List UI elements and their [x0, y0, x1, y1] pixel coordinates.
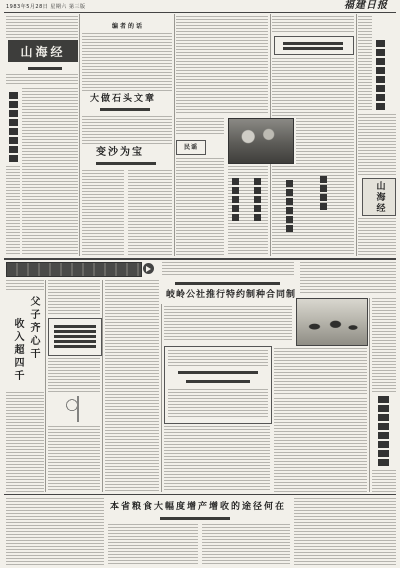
body-text-block — [82, 33, 172, 91]
column-banner — [6, 262, 142, 277]
body-text-block — [105, 280, 159, 492]
headline-block — [9, 92, 18, 162]
body-text-block — [296, 118, 354, 164]
section-divider — [4, 494, 396, 495]
body-text-block — [202, 524, 290, 566]
body-text-block — [358, 16, 372, 112]
section-divider — [4, 258, 396, 260]
body-text-block — [176, 16, 268, 114]
headline-stone-article: 大做石头文章 — [90, 94, 157, 104]
headline-block — [283, 42, 343, 50]
column-logo-left: 山海经 — [8, 40, 78, 62]
column-rule — [356, 14, 357, 256]
column-rule — [102, 280, 103, 492]
body-text-block — [162, 262, 294, 276]
body-text-block — [176, 158, 224, 256]
body-text-block — [6, 166, 20, 256]
headline-block — [232, 178, 239, 222]
headline-block — [160, 517, 230, 520]
body-text-block — [22, 88, 78, 256]
headline-block — [178, 371, 258, 375]
column-logo-right-frame — [362, 178, 396, 216]
body-text-block — [48, 280, 100, 316]
play-arrow-icon — [146, 266, 151, 272]
headline-sand-to-treasure: 变沙为宝 — [96, 147, 144, 158]
headline-block — [100, 108, 150, 111]
body-text-block — [48, 358, 100, 392]
body-text-block — [272, 166, 354, 256]
body-text-block — [6, 74, 78, 86]
body-text-block — [82, 170, 124, 256]
banner-marker — [143, 263, 154, 274]
body-text-block — [108, 524, 198, 566]
headline-seed-contract: 岐岭公社推行特约制种合同制 — [166, 290, 297, 300]
headline-block — [378, 396, 389, 466]
body-text-block — [48, 426, 100, 492]
body-text-block — [272, 16, 354, 34]
headline-kicker — [175, 282, 280, 285]
date-line: 1983年5月28日 星期六 第三版 — [6, 4, 86, 10]
body-text-block — [6, 16, 78, 38]
body-text-block — [300, 262, 396, 294]
body-text-block — [372, 470, 396, 492]
body-text-block — [358, 114, 396, 176]
headline-block — [54, 325, 96, 348]
headline-father-son-2: 收入超四千 — [12, 318, 23, 383]
headline-block — [254, 178, 261, 222]
body-text-block — [372, 298, 396, 392]
headline-block — [376, 40, 385, 110]
column-logo-right: 山海经 — [374, 180, 385, 214]
body-text-block — [128, 170, 172, 256]
body-text-block — [358, 218, 396, 256]
news-photo — [228, 118, 294, 164]
body-text-block — [272, 58, 354, 116]
body-text-block — [164, 306, 292, 342]
headline-block — [28, 67, 62, 70]
body-text-block — [6, 498, 104, 566]
headline-block — [320, 176, 327, 210]
body-text-block — [176, 118, 224, 136]
headline-grain-increase: 本省粮食大幅度增产增收的途径何在 — [110, 502, 287, 512]
column-rule — [174, 14, 175, 256]
ballad-box — [176, 140, 206, 155]
illustration — [58, 396, 98, 422]
column-rule — [369, 298, 370, 492]
header-rule — [4, 12, 396, 13]
body-text-block — [168, 389, 268, 419]
boxed-headline — [274, 36, 354, 55]
body-text-block — [168, 350, 268, 366]
body-text-block — [274, 348, 367, 396]
column-rule — [161, 304, 162, 492]
column-rule — [79, 14, 80, 256]
body-text-block — [82, 116, 172, 144]
body-text-block — [6, 392, 44, 492]
masthead: 福建日报 — [344, 0, 388, 11]
body-text-block — [6, 280, 44, 292]
headline-father-son-1: 父子齐心干 — [28, 296, 39, 361]
editor-note-title: 编者的话 — [112, 23, 145, 30]
headline-block — [96, 162, 156, 165]
ballad-box-label: 民谣 — [183, 143, 198, 151]
boxed-headline — [48, 318, 102, 356]
body-text-block — [164, 426, 270, 492]
boxed-article — [164, 346, 272, 424]
body-text-block — [274, 398, 367, 492]
body-text-block — [294, 498, 396, 566]
news-photo — [296, 298, 368, 346]
headline-block — [186, 380, 250, 383]
headline-block — [286, 180, 293, 232]
column-rule — [45, 280, 46, 492]
